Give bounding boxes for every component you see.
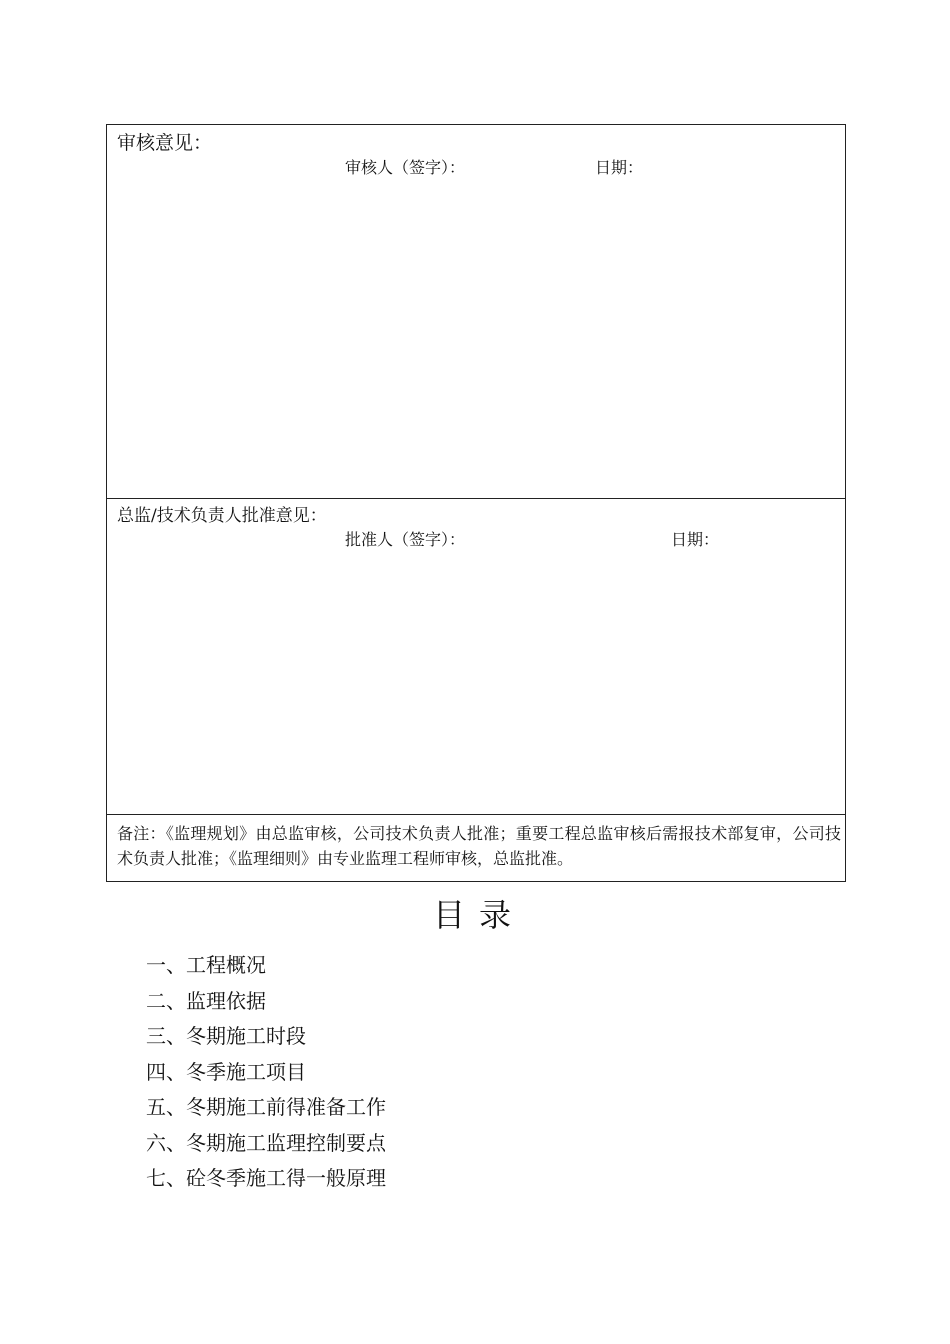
toc-list <box>146 949 386 1198</box>
approval-form-table <box>106 124 846 882</box>
approver-signature-label: 批准人（签字）： <box>345 530 466 549</box>
toc-item: 三、冬期施工时段 <box>146 1024 306 1048</box>
approval-opinion-label: 总监/技术负责人批准意见： <box>117 506 327 526</box>
review-section <box>107 125 845 499</box>
review-opinion-label: 审核意见： <box>117 132 213 154</box>
toc-title: 目录 <box>432 896 525 934</box>
toc-item: 四、冬季施工项目 <box>146 1059 306 1084</box>
toc-item: 一、工程概况 <box>146 953 266 977</box>
note-section <box>107 815 845 881</box>
toc-item: 七、砼冬季施工得一般原理 <box>146 1166 386 1190</box>
toc-item: 二、监理依据 <box>146 988 266 1013</box>
note-text: 备注：《监理规划》由总监审核，公司技术负责人批准；重要工程总监审核后需报技术部复审，公司技术负责人批准；《监理细则》由专业监理工程师审核，总监批准。 <box>117 824 841 868</box>
approval-date-label: 日期： <box>671 530 720 549</box>
reviewer-signature-label: 审核人（签字）： <box>345 158 466 177</box>
toc-item: 五、冬期施工前得准备工作 <box>146 1095 386 1119</box>
toc-item: 六、冬期施工监理控制要点 <box>146 1130 386 1155</box>
review-date-label: 日期： <box>595 158 644 177</box>
approval-section <box>107 499 845 815</box>
